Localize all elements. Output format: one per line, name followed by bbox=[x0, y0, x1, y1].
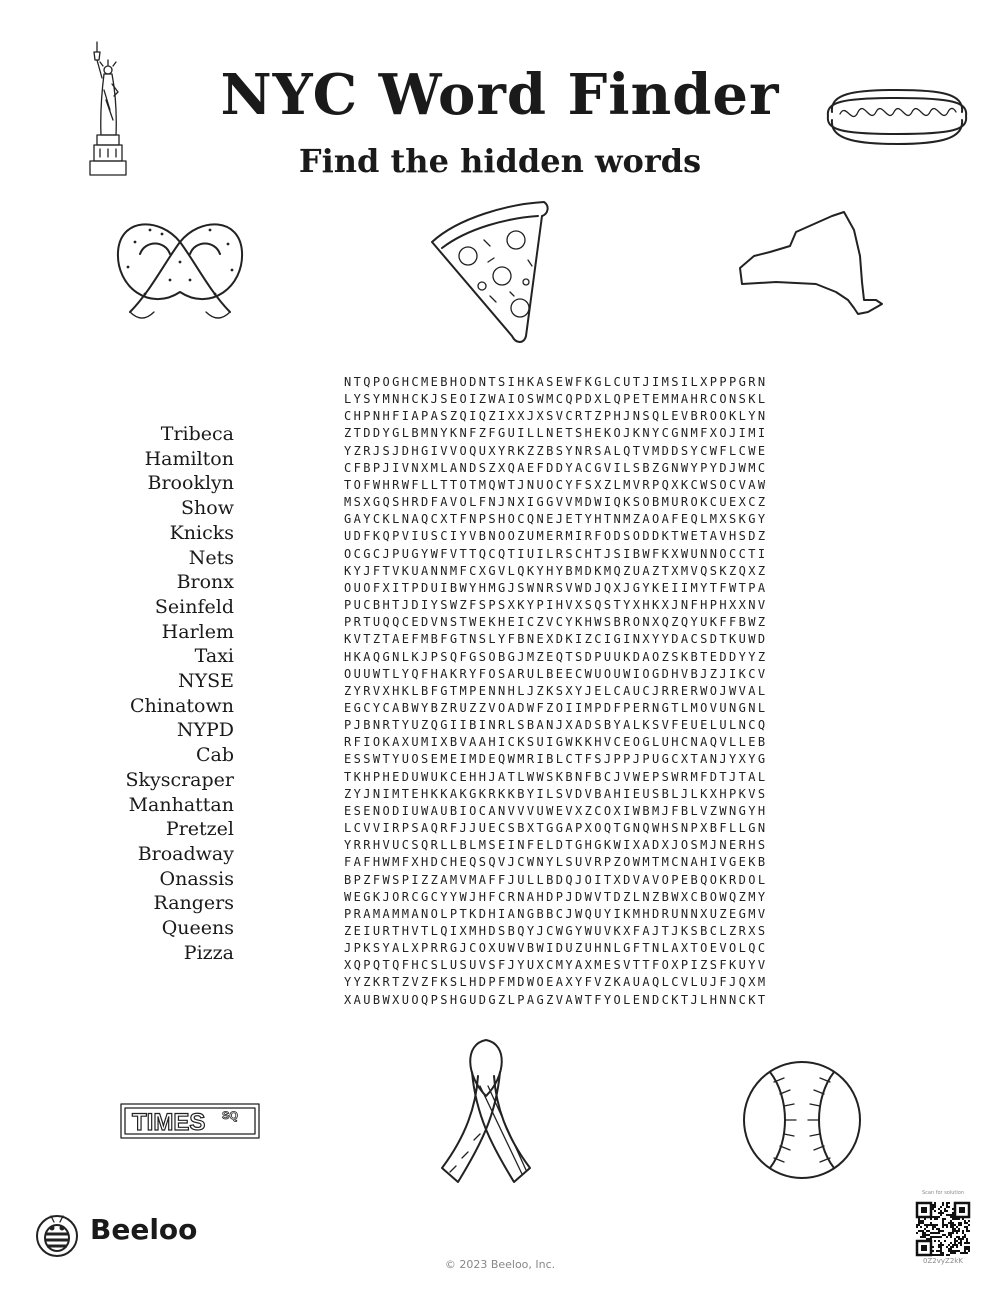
grid-row: JPKSYALXPRRGJCOXUWVBWIDUZUHNLGFTNLAXTOEVOLQC bbox=[344, 941, 768, 956]
qr-code-icon[interactable] bbox=[916, 1202, 970, 1256]
grid-row: NTQPOGHCMEBHODNTSIHKASEWFKGLCUTJIMSILXPPPGRN bbox=[344, 375, 768, 389]
grid-row: PRAMAMMANOLPTKDHIANGBBCJWQUYIKMHDRUNNXUZEGMV bbox=[344, 906, 768, 921]
word-item: Brooklyn bbox=[147, 472, 234, 495]
grid-row: ZTDDYGLBMNYKNFZFGUILLNETSHEKOJKNYCGNMFXOJIMI bbox=[344, 426, 768, 441]
hot-dog-icon bbox=[822, 82, 972, 150]
word-item: Knicks bbox=[169, 521, 234, 544]
grid-row: ZYJNIMTEHKKAKGKRKKBYILSVDVBAHIEUSBLJLKXHPKVS bbox=[344, 786, 768, 801]
copyright: © 2023 Beeloo, Inc. bbox=[444, 1258, 556, 1271]
word-item: Pizza bbox=[183, 941, 234, 964]
word-item: Rangers bbox=[153, 892, 234, 915]
word-item: Onassis bbox=[159, 867, 234, 890]
grid-row: OUUWTLYQFHAKRYFOSARULBEECWUOUWIOGDHVBJZJIKCV bbox=[344, 666, 768, 681]
grid-row: WEGKJORCGCYYWJHFCRNAHDPJDWVTDZLNZBWXCBOWQZMY bbox=[344, 889, 768, 904]
scan-label: Scan for solution bbox=[921, 1190, 964, 1196]
word-item: NYSE bbox=[177, 670, 234, 693]
grid-row: MSXGQSHRDFAVOLFNJNXIGGVVMDWIQKSOBMUROKCUEXCZ bbox=[344, 495, 768, 510]
word-item: NYPD bbox=[176, 719, 234, 742]
grid-row: ESENODIUWAUBIOCANVVVUWEVXZCOXIWBMJFBLVZWNGYH bbox=[344, 803, 768, 818]
grid-row: XQPQTQFHCSLUSUVSFJYUXCMYAXMESVTTFOXPIZSFKUYV bbox=[344, 958, 768, 973]
word-item: Chinatown bbox=[130, 694, 234, 717]
grid-row: PJBNRTYUZQGIIBINRLSBANJXADSBYALKSVFEUELULNCQ bbox=[344, 718, 768, 733]
word-item: Queens bbox=[161, 917, 234, 940]
times-sign-text: TIMES bbox=[132, 1109, 206, 1136]
letter-grid bbox=[344, 374, 767, 1009]
times-sign-sup: SQ bbox=[222, 1110, 238, 1122]
grid-row: TOFWHRWFLLTTOTMQWTJNUOCYFSXZLMVRPQXKCWSOCVAW bbox=[344, 477, 768, 492]
grid-row: PUCBHTJDIYSWZFSPSXKYPIHVXSQSTYXHKXJNFHPHXXNV bbox=[344, 598, 768, 613]
pretzel-icon bbox=[110, 212, 250, 330]
word-list bbox=[125, 422, 234, 965]
word-item: Tribeca bbox=[160, 423, 234, 445]
word-item: Skyscraper bbox=[125, 768, 234, 791]
grid-row: OUOFXITPDUIBWYHMGJSWNRSVWDJQXJGYKEIIMYTFWTPA bbox=[344, 580, 768, 595]
grid-row: UDFKQPVIUSCIYVBNOOZUMERMIRFODSODDKTWETAVHSDZ bbox=[344, 529, 768, 544]
word-item: Cab bbox=[195, 744, 234, 767]
grid-row: LCVVIRPSAQRFJJUECSBXTGGAPXOQTGNQWHSNPXBFLLGN bbox=[344, 821, 768, 836]
grid-row: FAFHWMFXHDCHEQSQVJCWNYLSUVRPZOWMTMCNAHIVGEKB bbox=[344, 855, 768, 870]
grid-row: LYSYMNHCKJSEOIZWAIOSWMCQPDXLQPETEMMAHRCONSKL bbox=[344, 392, 768, 407]
grid-row: YZRJSJDHGIVVOQUXYRKZZBSYNRSALQTVMDDSYCWFLCWE bbox=[344, 443, 768, 458]
new-york-state-map-icon bbox=[736, 208, 886, 322]
bee-logo-icon bbox=[34, 1212, 80, 1258]
grid-row: CHPNHFIAPASZQIQZIXXJXSVCRTZPHJNSQLEVBROOKLYN bbox=[344, 409, 768, 424]
grid-row: YYZKRTZVZFKSLHDPFMDWOEAXYFVZKAUAQLCVLUJFJQXM bbox=[344, 975, 768, 990]
word-item: Nets bbox=[188, 546, 234, 569]
word-item: Pretzel bbox=[165, 818, 234, 841]
ribbon-icon bbox=[436, 1036, 536, 1188]
word-item: Taxi bbox=[194, 645, 234, 668]
statue-of-liberty-icon bbox=[84, 40, 144, 185]
grid-row: XAUBWXUOQPSHGUDGZLPAGZVAWTFYOLENDCKTJLHNNCKT bbox=[344, 992, 768, 1007]
word-item: Seinfeld bbox=[154, 595, 234, 618]
grid-row: HKAQGNLKJPSQFGSOBGJMZEQTSDPUUKDAOZSKBTEDDYYZ bbox=[344, 649, 768, 664]
word-item: Hamilton bbox=[144, 447, 234, 470]
grid-row: KVTZTAEFMBFGTNSLYFBNEXDKIZCIGINXYYDACSDTKUWD bbox=[344, 632, 768, 647]
word-item: Harlem bbox=[161, 620, 234, 643]
grid-row: CFBPJIVNXMLANDSZXQAEFDDYACGVILSBZGNWYPYDJWMC bbox=[344, 460, 768, 475]
grid-row: OCGCJPUGYWFVTTQCQTIUILRSCHTJSIBWFKXWUNNOCCTI bbox=[344, 546, 768, 561]
times-square-sign-icon bbox=[120, 1103, 260, 1139]
grid-row: ZEIURTHVTLQIXMHDSBQYJCWGYWUVKXFAJTJKSBCLZRXS bbox=[344, 924, 768, 938]
grid-row: YRRHVUCSQRLLBLMSEINFELDTGHGKWIXADXJOSMJNERHS bbox=[344, 838, 768, 853]
grid-row: TKHPHEDUWUKCEHHJATLWWSKBNFBCJVWEPSWRMFDTJTAL bbox=[344, 769, 768, 784]
page-title: NYC Word Finder bbox=[220, 62, 780, 128]
word-item: Broadway bbox=[137, 842, 234, 865]
baseball-icon bbox=[740, 1058, 864, 1182]
word-item: Show bbox=[181, 497, 234, 520]
grid-row: EGCYCABWYBZRUZZVOADWFZOIIMPDFPERNGTLMOVUNGNL bbox=[344, 700, 768, 715]
grid-row: RFIOKAXUMIXBVAAHICKSUIGWKKHVCEOGLUHCNAQVLLEB bbox=[344, 735, 768, 750]
grid-row: KYJFTVKUANNMFCXGVLQKYHYBMDKMQZUAZTXMVQSKZQXZ bbox=[344, 563, 768, 578]
pizza-slice-icon bbox=[428, 196, 552, 346]
brand-name: Beeloo bbox=[90, 1213, 198, 1246]
qr-code-text: 0Z2vyZ2kK bbox=[923, 1257, 963, 1265]
page-subtitle: Find the hidden words bbox=[298, 142, 702, 180]
grid-row: GAYCKLNAQCXTFNPSHOCQNEJETYHTNMZAOAFEQLMXSKGY bbox=[344, 512, 768, 527]
grid-row: ESSWTYUOSEMEIMDEQWMRIBLCTFSJPPJPUGCXTANJYXYG bbox=[344, 752, 768, 767]
word-item: Manhattan bbox=[128, 793, 234, 816]
word-item: Bronx bbox=[176, 571, 234, 594]
grid-row: BPZFWSPIZZAMVMAFFJULLBDQJOITXDVAVOPEBQOKRDOL bbox=[344, 872, 768, 887]
grid-row: PRTUQQCEDVNSTWEKHEICZVCYKHWSBRONXQZQYUKFFBWZ bbox=[344, 615, 768, 630]
grid-row: ZYRVXHKLBFGTMPENNHLJZKSXYJELCAUCJRRERWOJWVAL bbox=[344, 683, 768, 698]
